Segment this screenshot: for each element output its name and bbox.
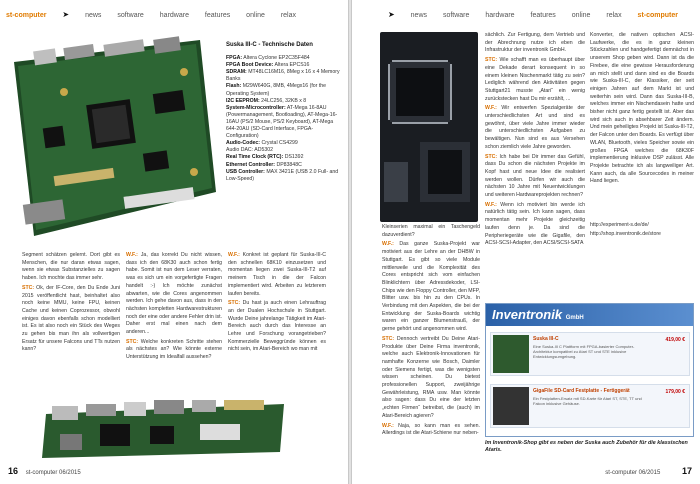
product-price: 179,00 € xyxy=(665,389,685,395)
suska-board-photo xyxy=(4,32,220,248)
right-column-3 xyxy=(590,32,694,218)
shop-item[interactable] xyxy=(490,332,690,376)
nav-item-relax[interactable]: relax xyxy=(280,12,296,19)
spec-row: SDRAM: MT48LC16M16, 8Meg x 16 x 4 Memory Banks xyxy=(226,69,340,83)
nav-item-relax[interactable]: relax xyxy=(606,12,622,19)
spec-row: Real Time Clock (RTC): DS1392 xyxy=(226,154,304,161)
paragraph: Konverter, die nativen optischen ACSI-Laufwerke, die es in ganz kleinen Stückzahlen und handgefertigt demnächst in unserem Shop geben wird. Dann ist da die Firebee, die eine gewisse Herausforderung an mich stellt und dann sind es die Boards wie Suska-III-C, der Klassiker, der seit einigen Jahren auf dem Markt ist und weiterhin sein wird. Dann das Suska-III-B, welches immer ein Nischendasein hatte und bisher nicht ganz fertig gestellt ist. Aber das wird sich auch in absehbarer Zeit ändern. Und mein geheiligtes Projekt ist Suska-III-T2, der Falcon unter den Boards. Es verfügt über WLAN, Bluetooth, vieles Speicher sowie ein großes FPGA welches die 68K30F implementierung inklusive DSP zulässt. Alle Projekte betrachte ich als langweiliger Art. Kann auch, da alle Sourcecodes in meiner Hand liegen. xyxy=(590,32,694,185)
nav-item-software[interactable]: software xyxy=(442,12,470,19)
link-experiment[interactable]: http://experiment-s.de/de/ xyxy=(590,222,649,228)
paragraph: Segment schätzen gelernt. Dort gibt es Menschen, die nur daran etwas sagen, wenn sie etwas Substanzielles zu sagen haben. Ich mochte das immer sehr. xyxy=(22,252,120,282)
paragraph: STC: Welche konkreten Schritte stehen als nächstes an? Wie könnte externe Unterstützung im Idealfall aussehen? xyxy=(126,338,222,361)
paragraph: sächlich. Zur Fertigung, dem Vertrieb und der Abrechnung nutze ich eben die Infrastruktur der inventronik GmbH. xyxy=(485,32,585,54)
spec-row: System-Microcontroller: AT-Mega 16-8AU (Powermanagement, Bootloading), AT-Mega-16-16AU (PS/2 Mouse, PS/2 Keyboard), AT-Mega 644-20AU (SD-Card Interface, FPGA-Configuration) xyxy=(226,104,338,140)
right-header-nav xyxy=(388,10,692,19)
paragraph: STC: Du hast ja auch einen Lehrauftrag an der Dualen Hochschule in Stuttgart. Wurde Deine jahrelange Tätigkeit im Atari-Bereich auch durch das Interesse an Lehre und Forschung vorangetrieben? Kommerzielle Beweggründe können es nicht sein, im Atari-Bereich wo man mit xyxy=(228,300,326,353)
spec-row: Audio-Codec: Crystal CS4299 xyxy=(226,140,298,147)
product-description: Eine Suska-III C Plattform mit FPGA-basierter Computer-Architektur kompatibel zu Atari ST und STE inklusive Entwicklungsumgebung. xyxy=(533,344,635,359)
paragraph: W.F.: Naja, so kann man es sehen. Allerdings ist die Atari-Schiene nur neben- xyxy=(382,422,480,437)
right-column-1 xyxy=(382,224,480,480)
left-page xyxy=(0,0,348,484)
spec-row: FPGA Boot Device: Altera EPCS16 xyxy=(226,62,310,69)
footer-issue: st-computer 06/2015 xyxy=(605,470,661,476)
left-header-nav xyxy=(6,10,310,19)
spec-row: USB Controller: MAX 3421E (USB 2.0 Full- and Low-Speed) xyxy=(226,168,339,182)
spec-row: I2C EEPROM: 24LC256, 32KB x 8 xyxy=(226,97,307,104)
shop-logo-bar xyxy=(486,304,693,326)
paragraph: STC: Wie schafft man es überhaupt über eine Dekade derart konsequent in so einem kleinen Nischenmarkt tätig zu sein? Lediglich während den Aktivitäten gegen Stuttgart21 musste „Atari“ ein wenig zurückstecken hast Du mir erzählt, ... xyxy=(485,57,585,102)
product-title[interactable]: Suska III-C xyxy=(533,336,559,342)
nav-item-online[interactable]: online xyxy=(571,12,591,19)
nav-item-software[interactable]: software xyxy=(117,12,144,19)
left-footer xyxy=(8,466,81,476)
shop-logo: Inventronik xyxy=(492,307,563,322)
paragraph: Kleinserien maximal ein Taschengeld dazuverdient? xyxy=(382,224,480,238)
nav-item-online[interactable]: online xyxy=(246,12,265,19)
shop-screenshot xyxy=(485,303,694,437)
paragraph: W.F.: Das ganze Suska-Projekt war motiviert aus der Lehre an der DHBW in Stuttgart. Es gibt so viele Module mittlerweile und die Komplexität des Cores entspricht sich vom einfachen Blinklichtern über Adressdekoder, LSI-Chips wie den Floppy Controller, den MFP, Blitter usw. bis hin zu den CPUs. In Verbindung mit den Aspekten, die bei der Entwicklung der Suska-Boards wichtig waren ein ganzer Blumenstrauß, der gerne gehört und angenommen wird. xyxy=(382,241,480,333)
product-thumbnail xyxy=(493,335,529,373)
footer-issue: st-computer 06/2015 xyxy=(25,470,81,476)
left-column-1 xyxy=(22,252,120,392)
paragraph: W.F.: Wenn ich motiviert bin werde ich natürlich tätig sein. Ich kann sagen, dass momentan mehr Projekte gleichzeitig laufen denn je. Da sind die Peripheriegeräte wie die Gigafile, den ACSI-SCSI-Adapter, den ACSI/SCSI-SATA xyxy=(485,201,585,247)
paragraph: STC: Ich habe bei Dir immer das Gefühl, dass Du schon die nächsten Projekte im Kopf hast und neue Idee die realisiert werden wollen. Dürfen wir auch die nächsten 10 Jahre mit Neuentwicklungen und weiteren Hardwareprojekten rechnen? xyxy=(485,153,585,199)
board-side-photo xyxy=(40,394,290,464)
paragraph: W.F.: Wir entwerfen Spezialgeräte der unterschiedlichsten Art und sind es gewöhnt, über viele Jahre immer wieder die unterschiedlichsten Aufgaben zu bewältigen. Nun sind es aus Versehen schon ziemlich viele Jahre geworden. xyxy=(485,105,585,150)
product-thumbnail xyxy=(493,387,529,425)
spec-box xyxy=(226,42,344,183)
product-price: 419,00 € xyxy=(665,337,685,343)
shop-item[interactable] xyxy=(490,384,690,428)
nav-item-features[interactable]: features xyxy=(204,12,231,19)
image-caption: Im Inventronik-Shop gibt es neben der Suska auch Zubehör für die klassischen Ataris. xyxy=(485,440,688,453)
link-shop[interactable]: http://shop.inventronik.de/store xyxy=(590,231,661,237)
nav-item-news[interactable]: news xyxy=(410,12,427,19)
spec-row: Audio DAC: AD5302 xyxy=(226,147,274,154)
chip-closeup-photo xyxy=(380,32,478,222)
paragraph: W.F.: Ja, das korrekt Du nicht wissen, dass ich den 68K30 auch schon fertig habe. Somit ist nun dem Leser verraten, was es sich um ein vorgefertigte Fragen handelt :-) Ich möchte zunächst abwarten, wie die Cores angenommen werden. Ich gehe davon aus, dass in den nächsten kompletten Hardwarestrukturen noch der eine oder andere Fehler drin ist. Daher erst mal einen nach dem anderen... xyxy=(126,252,222,336)
product-title[interactable]: GigaFile SD-Card Festplatte - Fertiggerät xyxy=(533,388,630,394)
nav-item-news[interactable]: news xyxy=(85,12,102,19)
paragraph: W.F.: Konkret ist geplant für Suska-III-C den schnellen 68K10 einzusetzen und momentan liegen zwei Suska-III-T2 auf meinem Tisch in die der Falcon implementiert wird. Arbeiten zu letzterem laufen bereits. xyxy=(228,252,326,297)
arrow-icon: ➤ xyxy=(62,10,70,19)
page-number: 16 xyxy=(8,466,19,476)
left-column-2 xyxy=(126,252,222,392)
nav-item-hardware[interactable]: hardware xyxy=(485,12,515,19)
brand-label: st-computer xyxy=(637,12,678,19)
product-description: Ein Festplatten-Ersatz mit SD-Karte für Atari ST, STE, TT und Falcon inklusive Gehäuse. xyxy=(533,396,642,406)
right-column-2 xyxy=(485,32,585,300)
nav-item-features[interactable]: features xyxy=(530,12,556,19)
left-column-3 xyxy=(228,252,326,392)
spec-row: Ethernet Controller: DP83848C xyxy=(226,161,302,168)
page-number: 17 xyxy=(681,466,692,476)
spec-title: Suska III-C - Technische Daten xyxy=(226,42,313,48)
right-footer xyxy=(605,466,692,476)
spec-row: Flash: M29W640G, 8MB, 4Megx16 (for the Operating System) xyxy=(226,83,327,97)
arrow-icon: ➤ xyxy=(388,10,395,19)
shop-logo-suffix: GmbH xyxy=(565,315,584,321)
spec-row: FPGA: Altera Cyclone EP2C35F484 xyxy=(226,55,310,62)
brand-label: st-computer xyxy=(6,12,47,19)
paragraph: STC: Ok, der IF-Core, den Du Ende Juni 2015 veröffentlicht hast, beinhaltet also noch keine MMU, keine FPU, keinen Cache und keinen Coprozessor, obwohl einiges davon ebenfalls schon modelliert ist. Es ist also noch ein Stück des Weges zu gehen bis man ihn als vollwertigen Ersatz für unsere Falcons und TTs nutzen kann? xyxy=(22,284,120,353)
nav-item-hardware[interactable]: hardware xyxy=(159,12,189,19)
right-page xyxy=(352,0,700,484)
paragraph: STC: Dennoch vertreibt Du Deine Atari-Produkte über Deine Firma inventronik, welche auch Elektronik-Innovationen für namhafte Konzerne wie Bosch, Daimler oder Siemens fertigt, was die wenigsten wissen scheinen. Du bietest professionellen Support, zweijährige Gewährleistung, RMA usw. Man könnte also sagen: dass Du eine der letzten „echten Firmen“ betreibst, die (auch) im Atari-Bereich agieren? xyxy=(382,335,480,419)
